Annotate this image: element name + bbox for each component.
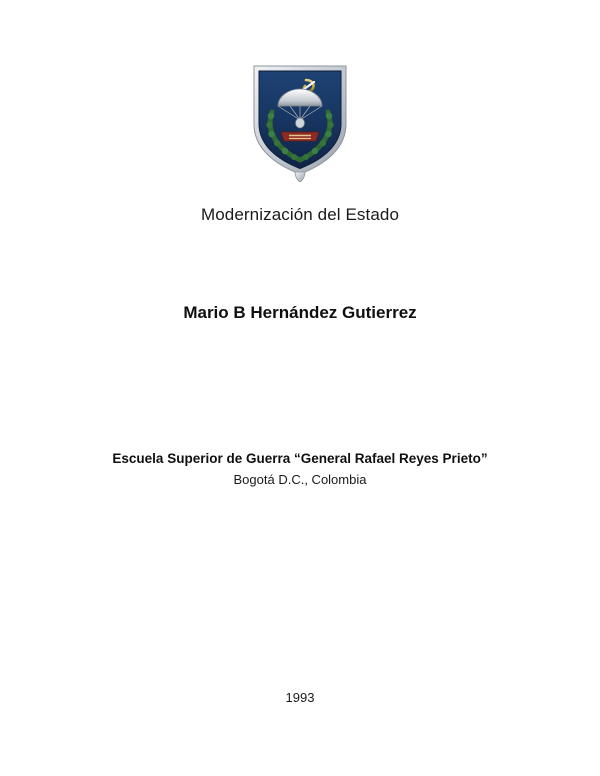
page-title: Modernización del Estado [200, 205, 400, 224]
year-line: 1993 [285, 690, 315, 705]
city-line: Bogotá D.C., Colombia [233, 472, 367, 487]
institution-name: Escuela Superior de Guerra “General Rafael Reyes Prieto” [112, 451, 488, 466]
military-school-crest-icon [248, 62, 352, 182]
crest-container [0, 62, 600, 182]
author-name: Mario B Hernández Gutierrez [183, 303, 417, 322]
